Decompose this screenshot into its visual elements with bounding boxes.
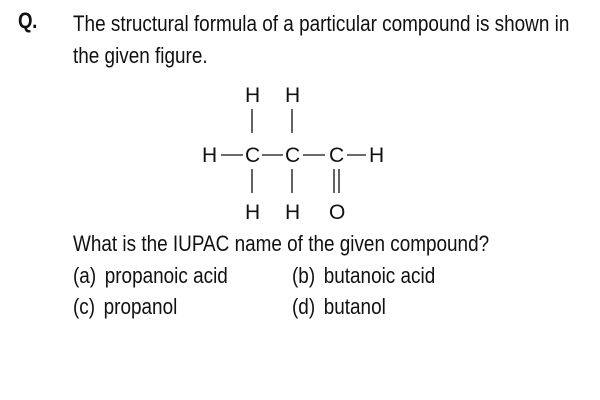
atom-h-top-2: H bbox=[285, 84, 301, 107]
option-a-label: (a) bbox=[73, 263, 97, 288]
option-c[interactable] bbox=[73, 294, 177, 320]
stem-line-1: The structural formula of a particular compound is shown in bbox=[73, 11, 570, 36]
stem-line-2: the given figure. bbox=[73, 43, 208, 68]
atom-h-bottom-1: H bbox=[245, 201, 261, 224]
atom-c1: C bbox=[245, 144, 261, 167]
atom-h-left: H bbox=[202, 144, 218, 167]
option-b[interactable] bbox=[292, 263, 435, 289]
atom-o: O bbox=[329, 201, 346, 224]
atom-h-top-1: H bbox=[245, 84, 261, 107]
atom-h-bottom-2: H bbox=[285, 201, 301, 224]
option-a-text: propanoic acid bbox=[104, 263, 228, 288]
question-number: Q. bbox=[18, 8, 37, 33]
option-d-text: butanol bbox=[323, 294, 386, 319]
question-text: What is the IUPAC name of the given compound? bbox=[73, 231, 490, 256]
option-c-label: (c) bbox=[73, 294, 96, 319]
atom-c2: C bbox=[285, 144, 301, 167]
option-b-text: butanoic acid bbox=[323, 263, 436, 288]
option-a[interactable] bbox=[73, 263, 228, 289]
atom-c3: C bbox=[329, 144, 345, 167]
option-d[interactable] bbox=[292, 294, 386, 320]
option-b-label: (b) bbox=[292, 263, 316, 288]
option-d-label: (d) bbox=[292, 294, 316, 319]
atom-h-right: H bbox=[369, 144, 385, 167]
option-c-text: propanol bbox=[103, 294, 178, 319]
